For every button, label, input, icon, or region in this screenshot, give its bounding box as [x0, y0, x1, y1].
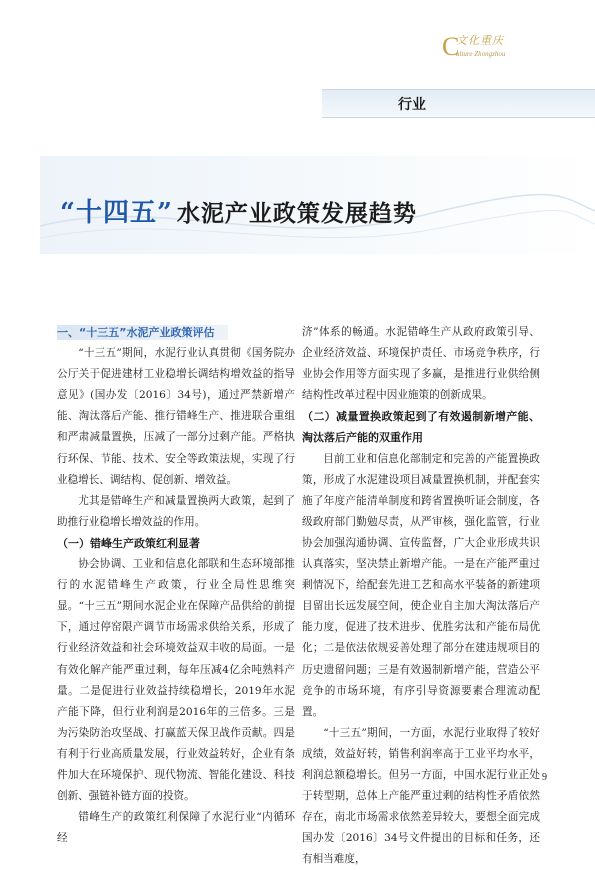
paragraph: 协会协调、工业和信息化部联和生态环境部推行的水泥错峰生产政策，行业全局性思维突显。“十三五”期间水泥企业在保障产品供给的前提下，通过停窑限产调节市场需求供给关系，形成了行业经济效益和社会环境效益双丰收的局面。一是有效化解产能严重过剩，每年压减4亿余吨熟料产量。二是促进行业效益持续稳增长，2019年水泥产能下降，但行业利润是2016年的三倍多。三是为污染防治攻坚战、打赢蓝天保卫战作贡献。四是有利于行业高质量发展，行业效益转好，企业有条件加大在环境保护、现代物流、智能化建设、科技创新、强链补链方面的投资。 [57, 558, 295, 803]
subheading: （一）错峰生产政策红利显著 [57, 536, 200, 550]
right-column [302, 322, 540, 870]
paragraph: 目前工业和信息化部制定和完善的产能置换政策，形成了水泥建设项目减量置换机制，并配套实施了年度产能清单制度和跨省置换听证会制度，各级政府部门勤勉尽责，从严审核，强化监管，行业协会加强沟通协调、宣传监督，广大企业形成共识认真落实，坚决禁止新增产能。一是在产能严重过剩情况下，给配套先进工艺和高水平装备的新建项目留出长远发展空间，使企业自主加大淘汰落后产能力度，促进了技术进步、优胜劣汰和产能布局优化；二是依法依规妥善处理了部分在建违规项目的历史遗留问题；三是有效遏制新增产能，营造公平竞争的市场环境，有序引导资源要素合理流动配置。 [302, 452, 540, 718]
paragraph: 尤其是错峰生产和减量置换两大政策，起到了助推行业稳增长增效益的作用。 [57, 494, 295, 528]
left-column [57, 322, 295, 849]
logo-initial: C [442, 32, 460, 61]
title-main: 水泥产业政策发展趋势 [176, 201, 417, 227]
magazine-logo [438, 30, 508, 66]
section-heading: 一、“十三五”水泥产业政策评估 [57, 322, 295, 343]
article-title [60, 192, 417, 229]
section-tag: 行业 [398, 97, 426, 113]
paragraph: “十三五”期间，一方面，水泥行业取得了较好成绩，效益好转，销售利润率高于工业平均水平，利润总额稳增长。但另一方面，中国水泥行业正处于转型期，总体上产能严重过剩的结构性矛盾依然存在，南北市场需求依然差异较大，要想全面完成国办发〔2016〕34号文件提出的目标和任务，还有相当难度， [302, 726, 540, 866]
subheading: （二）减量置换政策起到了有效遏制新增产能、淘汰落后产能的双重作用 [302, 410, 540, 445]
paragraph: “十三五”期间，水泥行业认真贯彻《国务院办公厅关于促进建材工业稳增长调结构增效益的指导意见》(国办发〔2016〕34号)，通过严禁新增产能、淘汰落后产能、推行错峰生产、推进联合重组和严肃减量置换，压减了一部分过剩产能。严格执行环保、节能、技术、安全等政策法规，实现了行业稳增长、调结构、促创新、增效益。 [57, 347, 295, 486]
logo-english: ulture Zhongzhou [456, 50, 506, 58]
paragraph: 错峰生产的政策红利保障了水泥行业“内循环经 [57, 811, 295, 845]
section-tab-bar [322, 89, 595, 118]
page-number: 9 [542, 772, 547, 783]
paragraph: 济”体系的畅通。水泥错峰生产从政府政策引导、企业经济效益、环境保护责任、市场竞争秩序，行业协会作用等方面实现了多赢，是推进行业供给侧结构性改革过程中因业施策的创新成果。 [302, 326, 540, 402]
logo-chinese: 文化重庆 [456, 34, 504, 47]
title-quoted: “十四五” [60, 198, 173, 228]
